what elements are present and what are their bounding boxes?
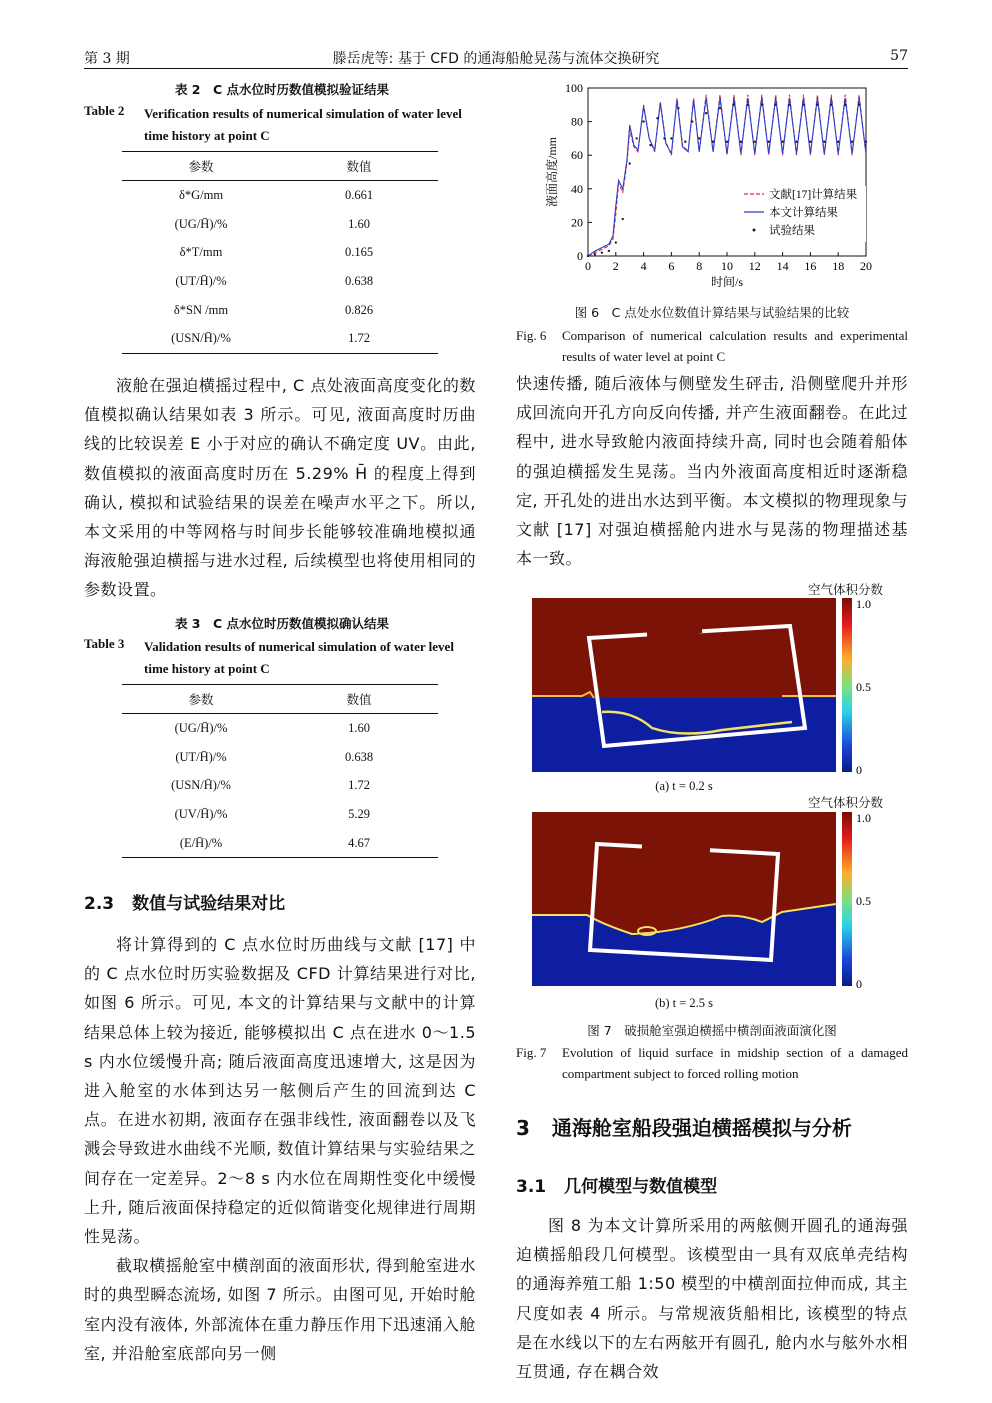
param-cell: (E/H̄)/%: [179, 835, 223, 850]
exp-point: [795, 141, 797, 143]
exp-point: [726, 141, 728, 143]
exp-point: [719, 107, 721, 109]
exp-point: [615, 241, 617, 243]
table2-caption-zh: 表 2 C 点水位时历数值模拟验证结果: [174, 82, 390, 97]
right-paragraph-2: 图 8 为本文计算所采用的两舷侧开圆孔的通海强迫横摇船段几何模型。该模型由一具有双底单壳结构的通海养殖工船 1:50 模型的中横剖面拉伸而成, 其主尺度如表 4 所示。与常规液货船相比, 该模型的特点是在水线以下的左右两舷开有圆孔, 舱内水与舷外水相互贯通, 存在耦合效: [516, 1216, 908, 1382]
exp-point: [656, 117, 658, 119]
table-row: [122, 238, 438, 267]
exp-point: [684, 141, 686, 143]
exp-point: [594, 253, 596, 255]
y-tick-label: 40: [571, 181, 583, 196]
exp-point: [761, 104, 763, 106]
table2-col-value: 数值: [346, 159, 372, 174]
colorbar-a: [842, 598, 852, 772]
table2: [122, 151, 438, 354]
fig7b-label: (b) t = 2.5 s: [654, 996, 714, 1010]
legend-entry: 文献[17]计算结果: [769, 189, 858, 201]
legend-swatch: [753, 229, 756, 232]
fig6-caption-en: [516, 325, 908, 367]
colorbar-b-tick-1: 1.0: [856, 812, 871, 825]
value-cell: 1.60: [348, 720, 370, 735]
fig7b-contour: [532, 812, 892, 988]
exp-point: [823, 141, 825, 143]
colorbar-a-tick-0: 0: [856, 763, 862, 774]
x-tick-label: 16: [804, 259, 817, 273]
fig7-caption-en-text: Evolution of liquid surface in midship section of a damaged compartment subject to forced rolling motion: [562, 1045, 908, 1081]
param-cell: δ*T/mm: [179, 245, 223, 260]
x-tick-label: 20: [860, 259, 872, 273]
param-cell: (UT/H̄)/%: [175, 749, 227, 764]
legend-entry: 本文计算结果: [769, 207, 838, 219]
exp-point: [608, 250, 610, 252]
right-paragraph-1: 快速传播, 随后液体与侧壁发生砰击, 沿侧壁爬升并形成回流向开孔方向反向传播, 并产生液面翻卷。在此过程中, 进水导致舱内液面持续升高, 同时也会随着船体的强迫横摇发生晃荡。当内外液面高度相近时逐渐稳定, 开孔处的进出水达到平衡。本文模拟的物理现象与文献 [17] 对强迫横摇舱内进水与晃荡的物理描述基本一致。: [516, 374, 908, 569]
fig6-label: Fig. 6: [516, 328, 547, 343]
table3-caption-zh: 表 3 C 点水位时历数值模拟确认结果: [174, 616, 390, 631]
section-3-1-heading: 3.1 几何模型与数值模型: [516, 1177, 718, 1197]
value-cell: 1.60: [348, 216, 370, 231]
fig7-colorbar-title-a: 空气体积分数: [808, 582, 884, 597]
param-cell: (UV/H̄)/%: [174, 806, 228, 821]
fig6-caption-zh: 图 6 C 点处水位数值计算结果与试验结果的比较: [574, 305, 850, 320]
section-3-heading: 3 通海舱室船段强迫横摇模拟与分析: [516, 1116, 852, 1140]
exp-point: [768, 141, 770, 143]
x-tick-label: 0: [585, 259, 591, 273]
exp-point: [788, 104, 790, 106]
value-cell: 5.29: [348, 806, 370, 821]
exp-point: [677, 107, 679, 109]
table3: [122, 684, 438, 858]
fig6-chart: [520, 78, 910, 298]
exp-point: [698, 137, 700, 139]
opening: [642, 846, 710, 850]
x-tick-label: 6: [668, 259, 675, 273]
x-tick-label: 8: [696, 259, 703, 273]
exp-point: [802, 104, 804, 106]
colorbar-a-tick-1: 1.0: [856, 598, 871, 611]
table2-caption-en-text: Verification results of numerical simulation of water level time history at point C: [144, 106, 462, 143]
table-row: [122, 296, 438, 325]
table-row: [122, 714, 438, 743]
issue-number: 第 3 期: [84, 51, 130, 67]
exp-point: [712, 141, 714, 143]
colorbar-b-tick-05: 0.5: [856, 894, 871, 908]
y-tick-label: 60: [571, 148, 583, 163]
exp-point: [858, 104, 860, 106]
fig6-caption-en-text: Comparison of numerical calculation results and experimental results of water level at point C: [562, 328, 908, 364]
exp-point: [622, 218, 624, 220]
value-cell: 0.826: [344, 302, 374, 317]
table-row: [122, 829, 438, 858]
value-cell: 1.72: [348, 778, 370, 793]
value-cell: 1.72: [348, 331, 370, 346]
exp-point: [649, 144, 651, 146]
page-number: 57: [890, 48, 908, 64]
colorbar-b-tick-0: 0: [856, 977, 862, 988]
exp-point: [642, 120, 644, 122]
table3-label: Table 3: [84, 636, 125, 651]
left-paragraph-1: 液舱在强迫横摇过程中, C 点处液面高度变化的数值模拟确认结果如表 3 所示。可见, 液面高度时历曲线的比较误差 E 小于对应的确认不确定度 UV。由此, 数值模拟的液面高度时历在 5.29% H̄ 的程度上得到确认, 模拟和试验结果的误差在噪声水平之下。所以, 本文采用的中等网格与时间步长能够较准确地模拟通海液舱强迫横摇与进水过程, 后续模型也将使用相同的参数设置。: [84, 376, 476, 600]
table-row: [122, 267, 438, 296]
exp-point: [629, 162, 631, 164]
fig7-caption-zh: 图 7 破损舱室强迫横摇中横剖面液面演化图: [587, 1023, 837, 1038]
legend-entry: 试验结果: [769, 225, 815, 237]
exp-point: [830, 104, 832, 106]
y-tick-label: 100: [565, 81, 583, 95]
running-title: 滕岳虎等: 基于 CFD 的通海船舱晃荡与流体交换研究: [332, 51, 660, 67]
exp-point: [844, 104, 846, 106]
table2-caption-en: [84, 103, 480, 147]
table-row: [122, 181, 438, 210]
x-tick-label: 4: [640, 259, 647, 273]
colorbar-a-tick-05: 0.5: [856, 680, 871, 694]
exp-point: [587, 255, 589, 257]
exp-point: [663, 137, 665, 139]
param-cell: δ*SN /mm: [173, 302, 229, 317]
exp-point: [837, 141, 839, 143]
table3-col-param: 参数: [188, 692, 214, 707]
exp-point: [754, 141, 756, 143]
x-tick-label: 12: [748, 259, 761, 273]
exp-point: [774, 104, 776, 106]
table2-col-param: 参数: [188, 159, 214, 174]
param-cell: (UG/H̄)/%: [174, 216, 228, 231]
param-cell: δ*G/mm: [178, 187, 224, 202]
exp-point: [670, 137, 672, 139]
exp-point: [691, 120, 693, 122]
table-row: [122, 771, 438, 800]
param-cell: (USN/H̄)/%: [171, 331, 231, 346]
exp-point: [851, 141, 853, 143]
param-cell: (USN/H̄)/%: [171, 778, 231, 793]
left-paragraph-2: 将计算得到的 C 点水位时历曲线与文献 [17] 中的 C 点水位时历实验数据及 CFD 计算结果进行对比, 如图 6 所示。可见, 本文的计算结果与文献中的计算结果总体上较为接近, 能够模拟出 C 点在进水 0～1.5 s 内水位缓慢升高; 随后液面高度迅速增大, 这是因为进入舱室的水体到达另一舷侧后产生的回流到达 C 点。在进水初期, 液面存在强非线性, 液面翻卷以及飞溅会导致进水曲线不光顺, 数值计算结果与实验结果之间存在一定差异。2～8 s 内水位在周期性变化中缓慢上升, 随后液面保持稳定的近似简谐变化规律进行周期性晃荡。 截取横摇舱室中横剖面的液面形状, 得到舱室进水时的典型瞬态流场, 如图 7 所示。由图可见, 开始时舱室内没有液体, 外部流体在重力静压作用下迅速涌入舱室, 并沿舱室底部向另一侧: [84, 935, 476, 1363]
exp-point: [816, 104, 818, 106]
fig7-colorbar-title-b: 空气体积分数: [808, 795, 884, 810]
y-tick-label: 20: [571, 215, 583, 230]
colorbar-b: [842, 812, 852, 986]
exp-point: [635, 137, 637, 139]
table-row: [122, 743, 438, 772]
table-row: [122, 800, 438, 829]
param-cell: (UG/H̄)/%: [174, 720, 228, 735]
table3-caption-en-text: Validation results of numerical simulation of water level time history at point C: [144, 639, 454, 676]
table3-col-value: 数值: [346, 692, 372, 707]
value-cell: 0.661: [344, 187, 374, 202]
exp-point: [747, 104, 749, 106]
exp-point: [809, 141, 811, 143]
x-axis-label: 时间/s: [710, 275, 744, 289]
exp-point: [865, 141, 867, 143]
table2-label: Table 2: [84, 103, 125, 118]
x-tick-label: 18: [832, 259, 845, 273]
table3-caption-en: [84, 636, 480, 680]
value-cell: 4.67: [348, 835, 370, 850]
value-cell: 0.638: [344, 749, 374, 764]
fig7a-contour: [532, 598, 892, 774]
exp-point: [733, 104, 735, 106]
fig7-label: Fig. 7: [516, 1045, 547, 1060]
x-tick-label: 2: [612, 259, 619, 273]
y-axis-label: 液面高度/mm: [545, 136, 559, 208]
exp-point: [781, 141, 783, 143]
fig7a-label: (a) t = 0.2 s: [655, 779, 713, 793]
y-tick-label: 80: [571, 114, 583, 129]
fig7-caption-en: [516, 1042, 908, 1084]
exp-point: [705, 112, 707, 114]
table-row: [122, 324, 438, 353]
x-tick-label: 14: [776, 259, 789, 273]
header-rule: [84, 68, 908, 69]
exp-point: [601, 251, 603, 253]
y-tick-label: 0: [577, 249, 583, 263]
exp-point: [740, 141, 742, 143]
section-2-3-heading: 2.3 数值与试验结果对比: [84, 894, 286, 914]
table-row: [122, 210, 438, 239]
param-cell: (UT/H̄)/%: [175, 273, 227, 288]
value-cell: 0.638: [344, 273, 374, 288]
value-cell: 0.165: [344, 245, 374, 260]
x-tick-label: 10: [721, 259, 733, 273]
